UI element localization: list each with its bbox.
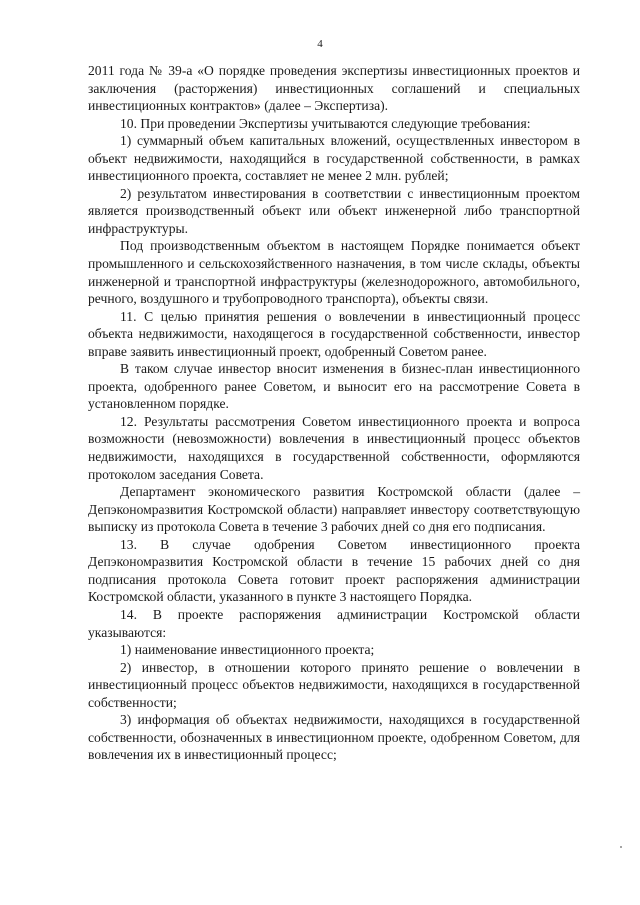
paragraph: 13. В случае одобрения Советом инвестиционного проекта Депэкономразвития Костромской области в течение 15 рабочих дней со дня подписания протокола Совета готовит проект распоряжения администрации Костромской области, указанного в пункте 3 настоящего Порядка. [88, 536, 580, 605]
paragraph: 3) информация об объектах недвижимости, находящихся в государственной собственности, обозначенных в инвестиционном проекте, одобренном Советом, для вовлечения их в инвестиционный процесс; [88, 712, 580, 763]
paragraph: 12. Результаты рассмотрения Советом инвестиционного проекта и вопроса возможности (невозможности) вовлечения в инвестиционный процесс объектов недвижимости, находящихся в государственной собственности, оформляются протоколом заседания Совета. [88, 413, 580, 482]
paragraph: 2) инвестор, в отношении которого принято решение о вовлечении в инвестиционный процесс объектов недвижимости, находящихся в государственной собственности; [88, 659, 580, 710]
paragraph: Департамент экономического развития Костромской области (далее – Депэкономразвития Костромской области) направляет инвестору соответствующую выписку из протокола Совета в течение 3 рабочих дней со дня его подписания. [88, 484, 580, 535]
document-body [88, 62, 580, 764]
paragraph: 2011 года № 39-а «О порядке проведения экспертизы инвестиционных проектов и заключения (расторжения) инвестиционных соглашений и специальных инвестиционных контрактов» (далее – Экспертиза). [88, 63, 580, 114]
paragraph: В таком случае инвестор вносит изменения в бизнес-план инвестиционного проекта, одобренного ранее Советом, и выносит его на рассмотрение Совета в установленном порядке. [88, 361, 580, 412]
paragraph: Под производственным объектом в настоящем Порядке понимается объект промышленного и сельскохозяйственного назначения, в том числе склады, объекты инженерной и транспортной инфраструктуры (железнодорожного, автомобильного, речного, воздушного и трубопроводного транспорта), объекты связи. [88, 238, 580, 307]
paragraph: 2) результатом инвестирования в соответствии с инвестиционным проектом является производственный объект или объект инженерной либо транспортной инфраструктуры. [88, 185, 580, 236]
page-number: 4 [317, 38, 323, 50]
paragraph: 14. В проекте распоряжения администрации Костромской области указываются: [88, 606, 580, 640]
paragraph: 1) суммарный объем капитальных вложений, осуществленных инвестором в объект недвижимости, находящийся в государственной собственности, в рамках инвестиционного проекта, составляет не менее 2 млн. рублей; [88, 133, 580, 184]
paragraph: 11. С целью принятия решения о вовлечении в инвестиционный процесс объекта недвижимости, находящегося в государственной собственности, инвестор вправе заявить инвестиционный проект, одобренный Советом ранее. [88, 308, 580, 359]
paragraph: 1) наименование инвестиционного проекта; [120, 642, 375, 658]
paragraph: 10. При проведении Экспертизы учитываются следующие требования: [120, 115, 531, 131]
scan-speck [620, 846, 622, 848]
